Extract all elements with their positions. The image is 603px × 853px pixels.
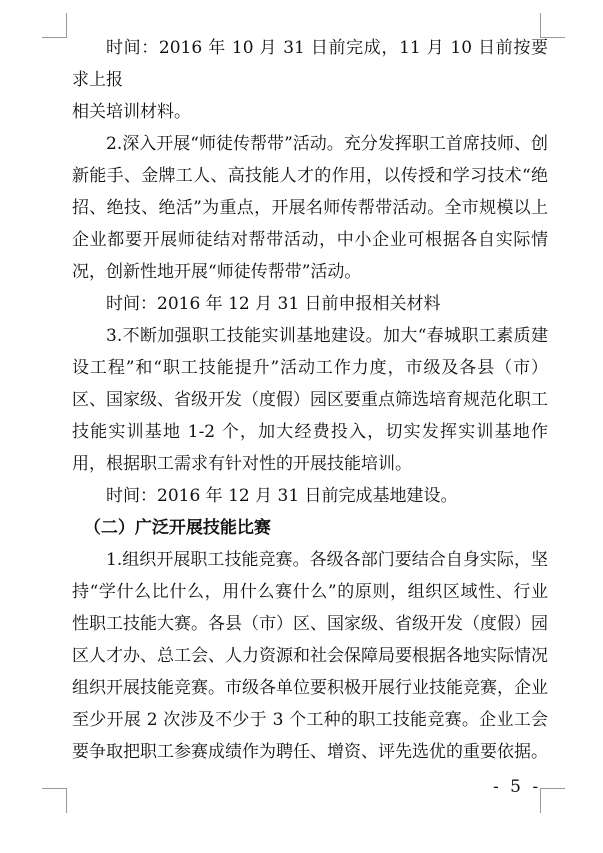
paragraph-mentorship: 2.深入开展“师徒传帮带”活动。充分发挥职工首席技师、创新能手、金牌工人、高技能人才的作用，以传授和学习技术“绝招、绝技、绝活”为重点，开展名师传帮带活动。全市规模以上企业都要开展师徒结对帮带活动，中小企业可根据各自实际情况，创新性地开展“师徒传帮带”活动。 bbox=[72, 134, 548, 282]
page-number: - 5 - bbox=[493, 777, 542, 797]
time-line-training-cont: 相关培训材料。 bbox=[72, 102, 191, 122]
paragraph-training-base: 3.不断加强职工技能实训基地建设。加大“春城职工素质建设工程”和“职工技能提升”活动工作力度，市级及各县（市）区、国家级、省级开发（度假）园区要重点筛选培育规范化职工技能实训基地 1-2 个，加大经费投入，切实发挥实训基地作用，根据职工需求有针对性的开展技能培训。 bbox=[72, 326, 548, 474]
crop-mark-bottom-right bbox=[540, 788, 565, 813]
time-line-training: 时间：2016 年 10 月 31 日前完成，11 月 10 日前按要求上报 bbox=[72, 38, 548, 90]
time-line-training-base: 时间：2016 年 12 月 31 日前完成基地建设。 bbox=[106, 486, 458, 506]
time-line-mentorship: 时间：2016 年 12 月 31 日前申报相关材料 bbox=[106, 294, 441, 314]
paragraph-skill-competition: 1.组织开展职工技能竞赛。各级各部门要结合自身实际，坚持“学什么比什么，用什么赛什么”的原则，组织区域性、行业性职工技能大赛。各县（市）区、国家级、省级开发（度假）园区人才办、总工会、人力资源和社会保障局要根据各地实际情况组织开展技能竞赛。市级各单位要积极开展行业技能竞赛，企业至少开展 2 次涉及不少于 3 个工种的职工技能竞赛。企业工会要争取把职工参赛成绩作为聘任、增资、评先选优的重要依据。 bbox=[72, 550, 548, 762]
crop-mark-bottom-left bbox=[42, 788, 67, 813]
crop-mark-top-left bbox=[42, 13, 67, 38]
document-body bbox=[72, 32, 548, 768]
section-heading: （二）广泛开展技能比赛 bbox=[83, 518, 271, 538]
